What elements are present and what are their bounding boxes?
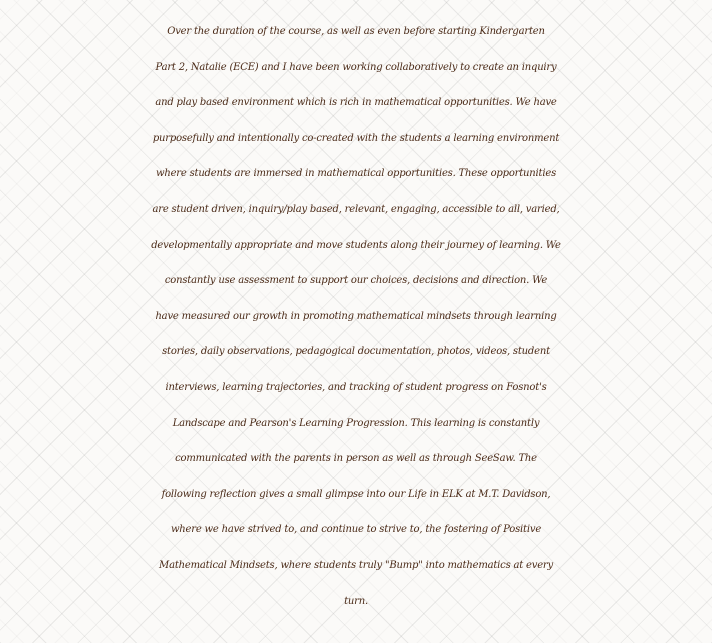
paragraph-line: developmentally appropriate and move students along their journey of learning. We: [151, 239, 561, 251]
paragraph-line: constantly use assessment to support our choices, decisions and direction. We: [164, 275, 548, 287]
paragraph-line: following reflection gives a small glimpse into our Life in ELK at M.T. Davidson,: [161, 488, 551, 500]
paragraph-line: interviews, learning trajectories, and tracking of student progress on Fosnot's: [165, 381, 547, 393]
paragraph-line: purposefully and intentionally co-created with the students a learning environment: [152, 132, 560, 144]
paragraph-line: communicated with the parents in person as well as through SeeSaw. The: [175, 453, 537, 465]
paragraph-line: stories, daily observations, pedagogical documentation, photos, videos, student: [162, 346, 550, 358]
paragraph-line: have measured our growth in promoting mathematical mindsets through learning: [155, 310, 557, 322]
paragraph-line: where students are immersed in mathematical opportunities. These opportunities: [155, 168, 557, 180]
paragraph-line: where we have strived to, and continue to strive to, the fostering of Positive: [170, 524, 542, 536]
paragraph-line: Part 2, Natalie (ECE) and I have been working collaboratively to create an inquiry: [155, 61, 557, 73]
paragraph-line: Landscape and Pearson's Learning Progression. This learning is constantly: [172, 417, 540, 429]
paragraph-line: are student driven, inquiry/play based, relevant, engaging, accessible to all, varied,: [152, 203, 560, 215]
reflection-paragraph: [0, 14, 712, 619]
paragraph-line: turn.: [344, 595, 368, 607]
paragraph-line: Over the duration of the course, as well as even before starting Kindergarten: [167, 26, 545, 37]
paragraph-line: Mathematical Mindsets, where students truly "Bump" into mathematics at every: [159, 559, 553, 571]
paragraph-line: and play based environment which is rich in mathematical opportunities. We have: [155, 97, 557, 109]
